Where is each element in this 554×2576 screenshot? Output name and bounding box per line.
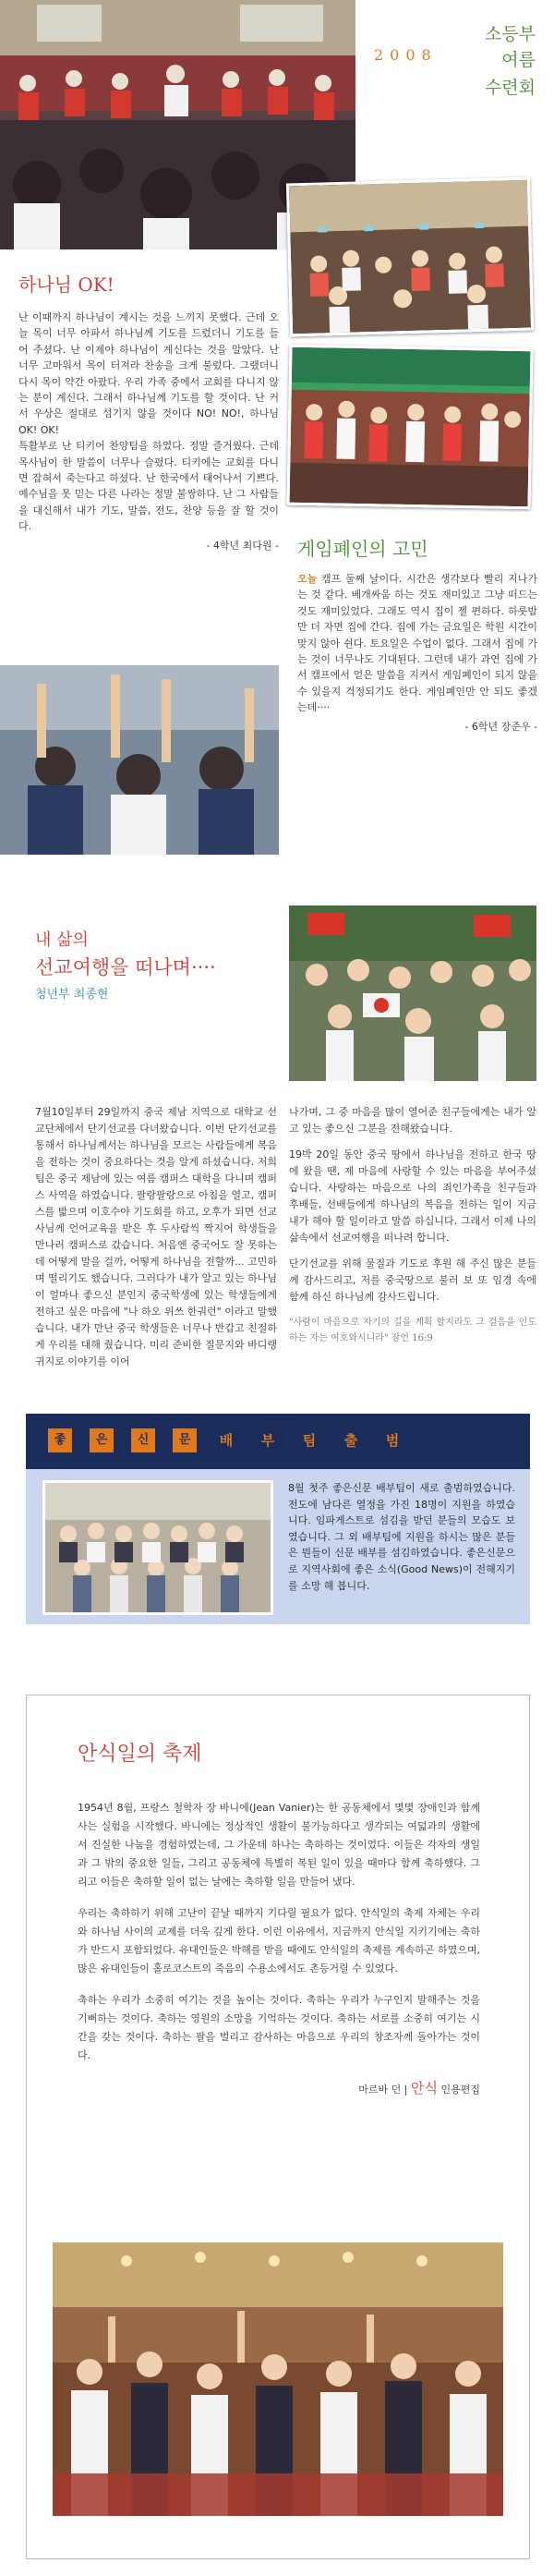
section3-verse: "사람이 마음으로 자기의 길을 계획 할지라도 그 걸음을 인도하는 자는 여호와시니라" 잠언 16:9 xyxy=(289,1318,536,1344)
newspaper-section xyxy=(26,1414,530,1624)
camp-section xyxy=(0,0,554,855)
section5-p3: 축하는 우리가 소중히 여기는 것을 높이는 것이다. 축하는 우리가 누구인지 말해주는 것을 기뻐하는 것이다. 축하는 영원의 소망을 기억하는 것이다. 축하는 서로를 소중히 여기는 시간을 갖는 것이다. 축하는 팔을 벌리고 감사하는 마음으로 우리의 창조자께 돌아가는 것이다. xyxy=(78,1994,480,2061)
title-char-0: 좋 xyxy=(48,1428,72,1452)
section3-col1-text: 7월10일부터 29일까지 중국 제남 지역으로 대학교 선교단체에서 단기선교를 다녀왔습니다. 이번 단기선교를 통해서 하나님께서는 하나님을 모르는 사람들에게 복음을 전하는 것이 중요하다는 것을 알게 하셨습니다. 저희 팀은 중국 제남에 있는 여름 캠퍼스 대학을 다니며 캠퍼스 사역을 하였습니다. 팔랑팔랑으로 아침을 열고, 캠퍼스를 밟으며 이호수야 기도회를 하고, 오후가 되면 선교사님께 언어교육을 받은 후 두사람씩 짝지어 학생들을 만나러 캠퍼스로 갔습니다. 처음엔 중국어도 잘 못하는데 어떻게 말을 걸까, 어떻게 하나님을 전할까... 고민하며 떨리기도 했습니다. 그러다가 내가 알고 있는 하나님이 얼마나 좋으신 분인지 중국학생에 있는 학생들에게 전하고 싶은 마음에 "나 하오 위쓰 한궈런" 이라고 말했습니다. 내가 만난 중국 학생들은 너무나 반갑고 친절하게 우리를 대해 줬습니다. 미리 준비한 질문지와 바디랭귀지로 이야기를 이어 xyxy=(35,1106,277,1367)
section2-signature: - 6학년 장준우 - xyxy=(464,720,537,733)
section3-title-line1: 내 삶의 xyxy=(35,930,89,950)
section3-col2 xyxy=(289,1104,536,1347)
section5-p2: 우리는 축하하기 위해 고난이 끝날 때까지 기다릴 필요가 없다. 안식일의 축제 자체는 우리와 하나님 사이의 교제를 더욱 깊게 한다. 이런 이유에서, 지금까지 안식일 지키기에는 축하가 반드시 포함되었다. 유대인들은 박해를 받을 때에도 안식일의 축제를 계속하곤 하였으며, 많은 유대인들이 홀로코스트의 죽음의 수용소에서도 촌등거릴 수 있었다. xyxy=(78,1907,480,1975)
section2-lead: 오늘 xyxy=(297,573,318,585)
title-year: 2008 xyxy=(374,46,438,64)
photo-kids-praise xyxy=(287,345,534,510)
title-char-5: 부 xyxy=(260,1432,275,1449)
photo-kids-raising-hands xyxy=(0,665,279,855)
section3-title-line2: 선교여행을 떠나며···· xyxy=(35,956,216,978)
title-line2: 여름 xyxy=(501,50,536,70)
title-char-7: 출 xyxy=(343,1432,358,1449)
title-line1: 소등부 xyxy=(484,24,536,44)
section1-signature: - 4학년 최다원 - xyxy=(206,539,279,552)
photo-mission-group xyxy=(289,905,536,1081)
title-char-8: 범 xyxy=(385,1432,400,1449)
section3-col2-text: 나가며, 그 중 마음을 많이 열어준 친구들에게는 내가 알고 있는 좋으신 그분을 전해왔습니다. xyxy=(289,1106,536,1135)
camp-title xyxy=(374,20,536,113)
section3-col1 xyxy=(35,1104,277,1370)
section1-body2: 특활부로 난 티키어 찬양팀을 하였다. 정말 즐거웠다. 근데 목사님이 한 말씀이 너무나 슬펐다. 티키에는 교회를 다니면 잡혀서 죽는다고 하셨다. 난 한국에서 태어나서 기쁘다. 예수님을 못 믿는 다른 나라는 정말 불쌍하다. 난 그 사람들을 대신해서 내가 기도, 말씀, 전도, 찬양 등을 잘 할 것이다. xyxy=(18,440,279,533)
section5-source xyxy=(78,2078,480,2097)
photo-congregation xyxy=(53,2242,503,2516)
section4-title-strip xyxy=(26,1414,530,1469)
section1-title: 하나님 OK! xyxy=(18,273,114,296)
section5-text xyxy=(78,1799,480,2097)
sabbath-section xyxy=(26,1695,530,2559)
section5-p1: 1954년 8월, 프랑스 철학자 장 바니에(Jean Vanier)는 한 공동체에서 몇몇 장애인과 함께 사는 실험을 시작했다. 바니에는 정상적인 생활이 불가능하다고 생각되는 여덟과의 생활에서 진실한 나눔을 경험하였는데, 그 가운데 하나는 축하하는 것이었다. 이들은 각자의 생일과 그 밖의 중요한 일들, 그리고 공동체에 특별히 복된 일이 있을 때마다 함께 축하했다. 그리고 이들은 축하할 일이 없는 날에는 축하할 일을 만들어 냈다. xyxy=(78,1802,480,1888)
section3-col2b-text: 19박 20일 동안 중국 땅에서 하나님을 전하고 한국 땅에 왔을 땐, 제 마음에 사랑할 수 있는 마음을 부어주셨습니다. 사랑하는 마음으로 나의 죄인가족을 친구들과 후배들, 선배들에게 하나님의 복음을 전하는 일이 지금 내가 해야 할 일이라고 말씀 하십니다. 그래서 이제 나의 삶속에서 선교여행을 떠나려 합니다. xyxy=(289,1148,536,1244)
section2-title: 게임폐인의 고민 xyxy=(297,538,428,560)
source-name: 안식 xyxy=(411,2080,438,2096)
title-char-2: 신 xyxy=(131,1428,155,1452)
title-line3: 수련회 xyxy=(484,78,536,98)
photo-newspaper-team xyxy=(42,1480,273,1615)
section3-col2c-text: 단기선교를 위해 물질과 기도로 후원 해 주신 많은 분들께 감사드리고, 저를 중국땅으로 불러 보 또 임경 속에 함께 하신 하나님께 감사드립니다. xyxy=(289,1258,536,1303)
section3-author: 청년부 최종현 xyxy=(35,988,109,1002)
section1-text xyxy=(18,310,279,553)
title-char-3: 문 xyxy=(173,1428,197,1452)
photo-kids-seated xyxy=(286,177,534,337)
source-post: 인용편집 xyxy=(440,2084,480,2096)
section5-title: 안식일의 축제 xyxy=(78,1743,202,1766)
source-pre: 마르바 던 | xyxy=(358,2084,408,2096)
section3-title xyxy=(35,927,216,1002)
mission-section xyxy=(0,882,554,1414)
title-char-6: 팀 xyxy=(302,1432,317,1449)
section1-body: 난 이때까지 하나님이 계시는 것을 느끼지 못했다. 근데 오늘 목이 너무 아파서 하나님께 기도를 드렸더니 기도를 들어 주셨다. 난 이제야 하나님이 계신다는 것을 알았다. 난 너무 고마워서 목이 터져라 찬송을 크게 불렀다. 그랬더니 다시 목이 약간 아팠다. 우리 가족 중에서 교회를 다니지 않는 분이 계신다. 그래서 하나님께 기도를 할 것이다. 난 커서 우상은 절대로 섬기지 않을 것이다 NO! NO!, 하나님 OK! OK! xyxy=(18,311,279,436)
title-char-1: 은 xyxy=(90,1428,114,1452)
section2-text xyxy=(297,571,537,734)
section4-body: 8월 첫주 좋은신문 배부팀이 새로 출범하였습니다. 전도에 남다른 열정을 가진 18명이 지원을 하였습니다. 임파게스트로 섬김을 받던 분들의 모습도 보였습니다. 그 외 배부팀에 지원을 하시는 많은 분들은 뭔들이 신문 배부를 섬김하였습니다. 좋은신문으로 지역사회에 좋은 소식(Good News)이 전해지기를 소망 해 봅니다. xyxy=(288,1482,515,1592)
section4-title-row xyxy=(48,1428,404,1452)
separator-1 xyxy=(0,855,554,882)
section2-body: 캠프 둘째 날이다. 시간은 생각보다 빨리 지나가는 것 같다. 베개싸움 하는 것도 재미있고 그냥 떠드는 것도 재미있었다. 그래도 역시 집이 젤 편하다. 하룻밤만 더 자면 집에 간다. 집에 가는 금요일은 학원 시간이 맞지 않아 쉰다. 토요일은 수업이 없다. 그래서 집에 가는 것이 너무나도 기대된다. 그런데 내가 과연 집에 가서 캠프에서 얻은 말씀을 지켜서 게임폐인이 되지 않을 수 있을지 걱정되기도 한다. 게임폐인만 안 되도 좋겠는데···· xyxy=(297,573,537,714)
title-char-4: 배 xyxy=(219,1432,234,1449)
